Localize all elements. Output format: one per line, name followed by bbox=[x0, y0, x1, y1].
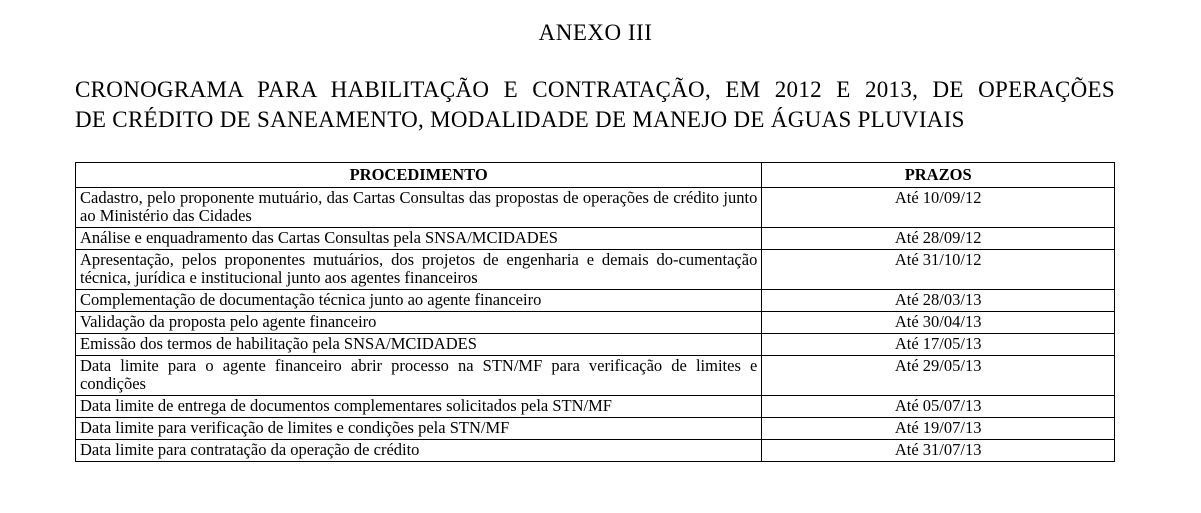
table-row bbox=[76, 396, 1115, 418]
prazo-cell: Até 10/09/12 bbox=[762, 188, 1115, 228]
prazo-cell: Até 05/07/13 bbox=[762, 396, 1115, 418]
schedule-table bbox=[75, 162, 1115, 462]
procedimento-cell: Data limite para contratação da operação de crédito bbox=[76, 440, 762, 462]
prazo-cell: Até 31/07/13 bbox=[762, 440, 1115, 462]
prazo-cell: Até 29/05/13 bbox=[762, 356, 1115, 396]
procedimento-cell: Data limite para verificação de limites e condições pela STN/MF bbox=[76, 418, 762, 440]
procedimento-cell: Data limite de entrega de documentos complementares solicitados pela STN/MF bbox=[76, 396, 762, 418]
table-header-row bbox=[76, 163, 1115, 188]
prazo-cell: Até 17/05/13 bbox=[762, 334, 1115, 356]
table-row bbox=[76, 250, 1115, 290]
table-row bbox=[76, 290, 1115, 312]
heading-line-2: DE CRÉDITO DE SANEAMENTO, MODALIDADE DE MANEJO DE ÁGUAS PLUVIAIS bbox=[75, 107, 965, 132]
procedimento-cell: Complementação de documentação técnica junto ao agente financeiro bbox=[76, 290, 762, 312]
table-row bbox=[76, 440, 1115, 462]
annex-title: ANEXO III bbox=[538, 20, 653, 45]
prazo-cell: Até 30/04/13 bbox=[762, 312, 1115, 334]
table-row bbox=[76, 418, 1115, 440]
heading-line-1: CRONOGRAMA PARA HABILITAÇÃO E CONTRATAÇÃO, EM 2012 E 2013, DE OPERAÇÕES bbox=[75, 77, 1115, 102]
procedimento-cell: Emissão dos termos de habilitação pela SNSA/MCIDADES bbox=[76, 334, 762, 356]
table-row bbox=[76, 228, 1115, 250]
prazo-cell: Até 19/07/13 bbox=[762, 418, 1115, 440]
table-row bbox=[76, 312, 1115, 334]
table-row bbox=[76, 334, 1115, 356]
table-row bbox=[76, 188, 1115, 228]
prazo-cell: Até 28/09/12 bbox=[762, 228, 1115, 250]
procedimento-cell: Apresentação, pelos proponentes mutuários, dos projetos de engenharia e demais do-cumentação técnica, jurídica e institucional junto aos agentes financeiros bbox=[76, 250, 762, 290]
procedimento-cell: Validação da proposta pelo agente financeiro bbox=[76, 312, 762, 334]
table-row bbox=[76, 356, 1115, 396]
prazo-cell: Até 31/10/12 bbox=[762, 250, 1115, 290]
prazo-cell: Até 28/03/13 bbox=[762, 290, 1115, 312]
header-prazos: PRAZOS bbox=[762, 163, 1115, 188]
header-procedimento: PROCEDIMENTO bbox=[76, 163, 762, 188]
document-heading bbox=[75, 75, 1115, 135]
procedimento-cell: Cadastro, pelo proponente mutuário, das Cartas Consultas das propostas de operações de crédito junto ao Ministério das Cidades bbox=[76, 188, 762, 228]
procedimento-cell: Data limite para o agente financeiro abrir processo na STN/MF para verificação de limites e condições bbox=[76, 356, 762, 396]
procedimento-cell: Análise e enquadramento das Cartas Consultas pela SNSA/MCIDADES bbox=[76, 228, 762, 250]
